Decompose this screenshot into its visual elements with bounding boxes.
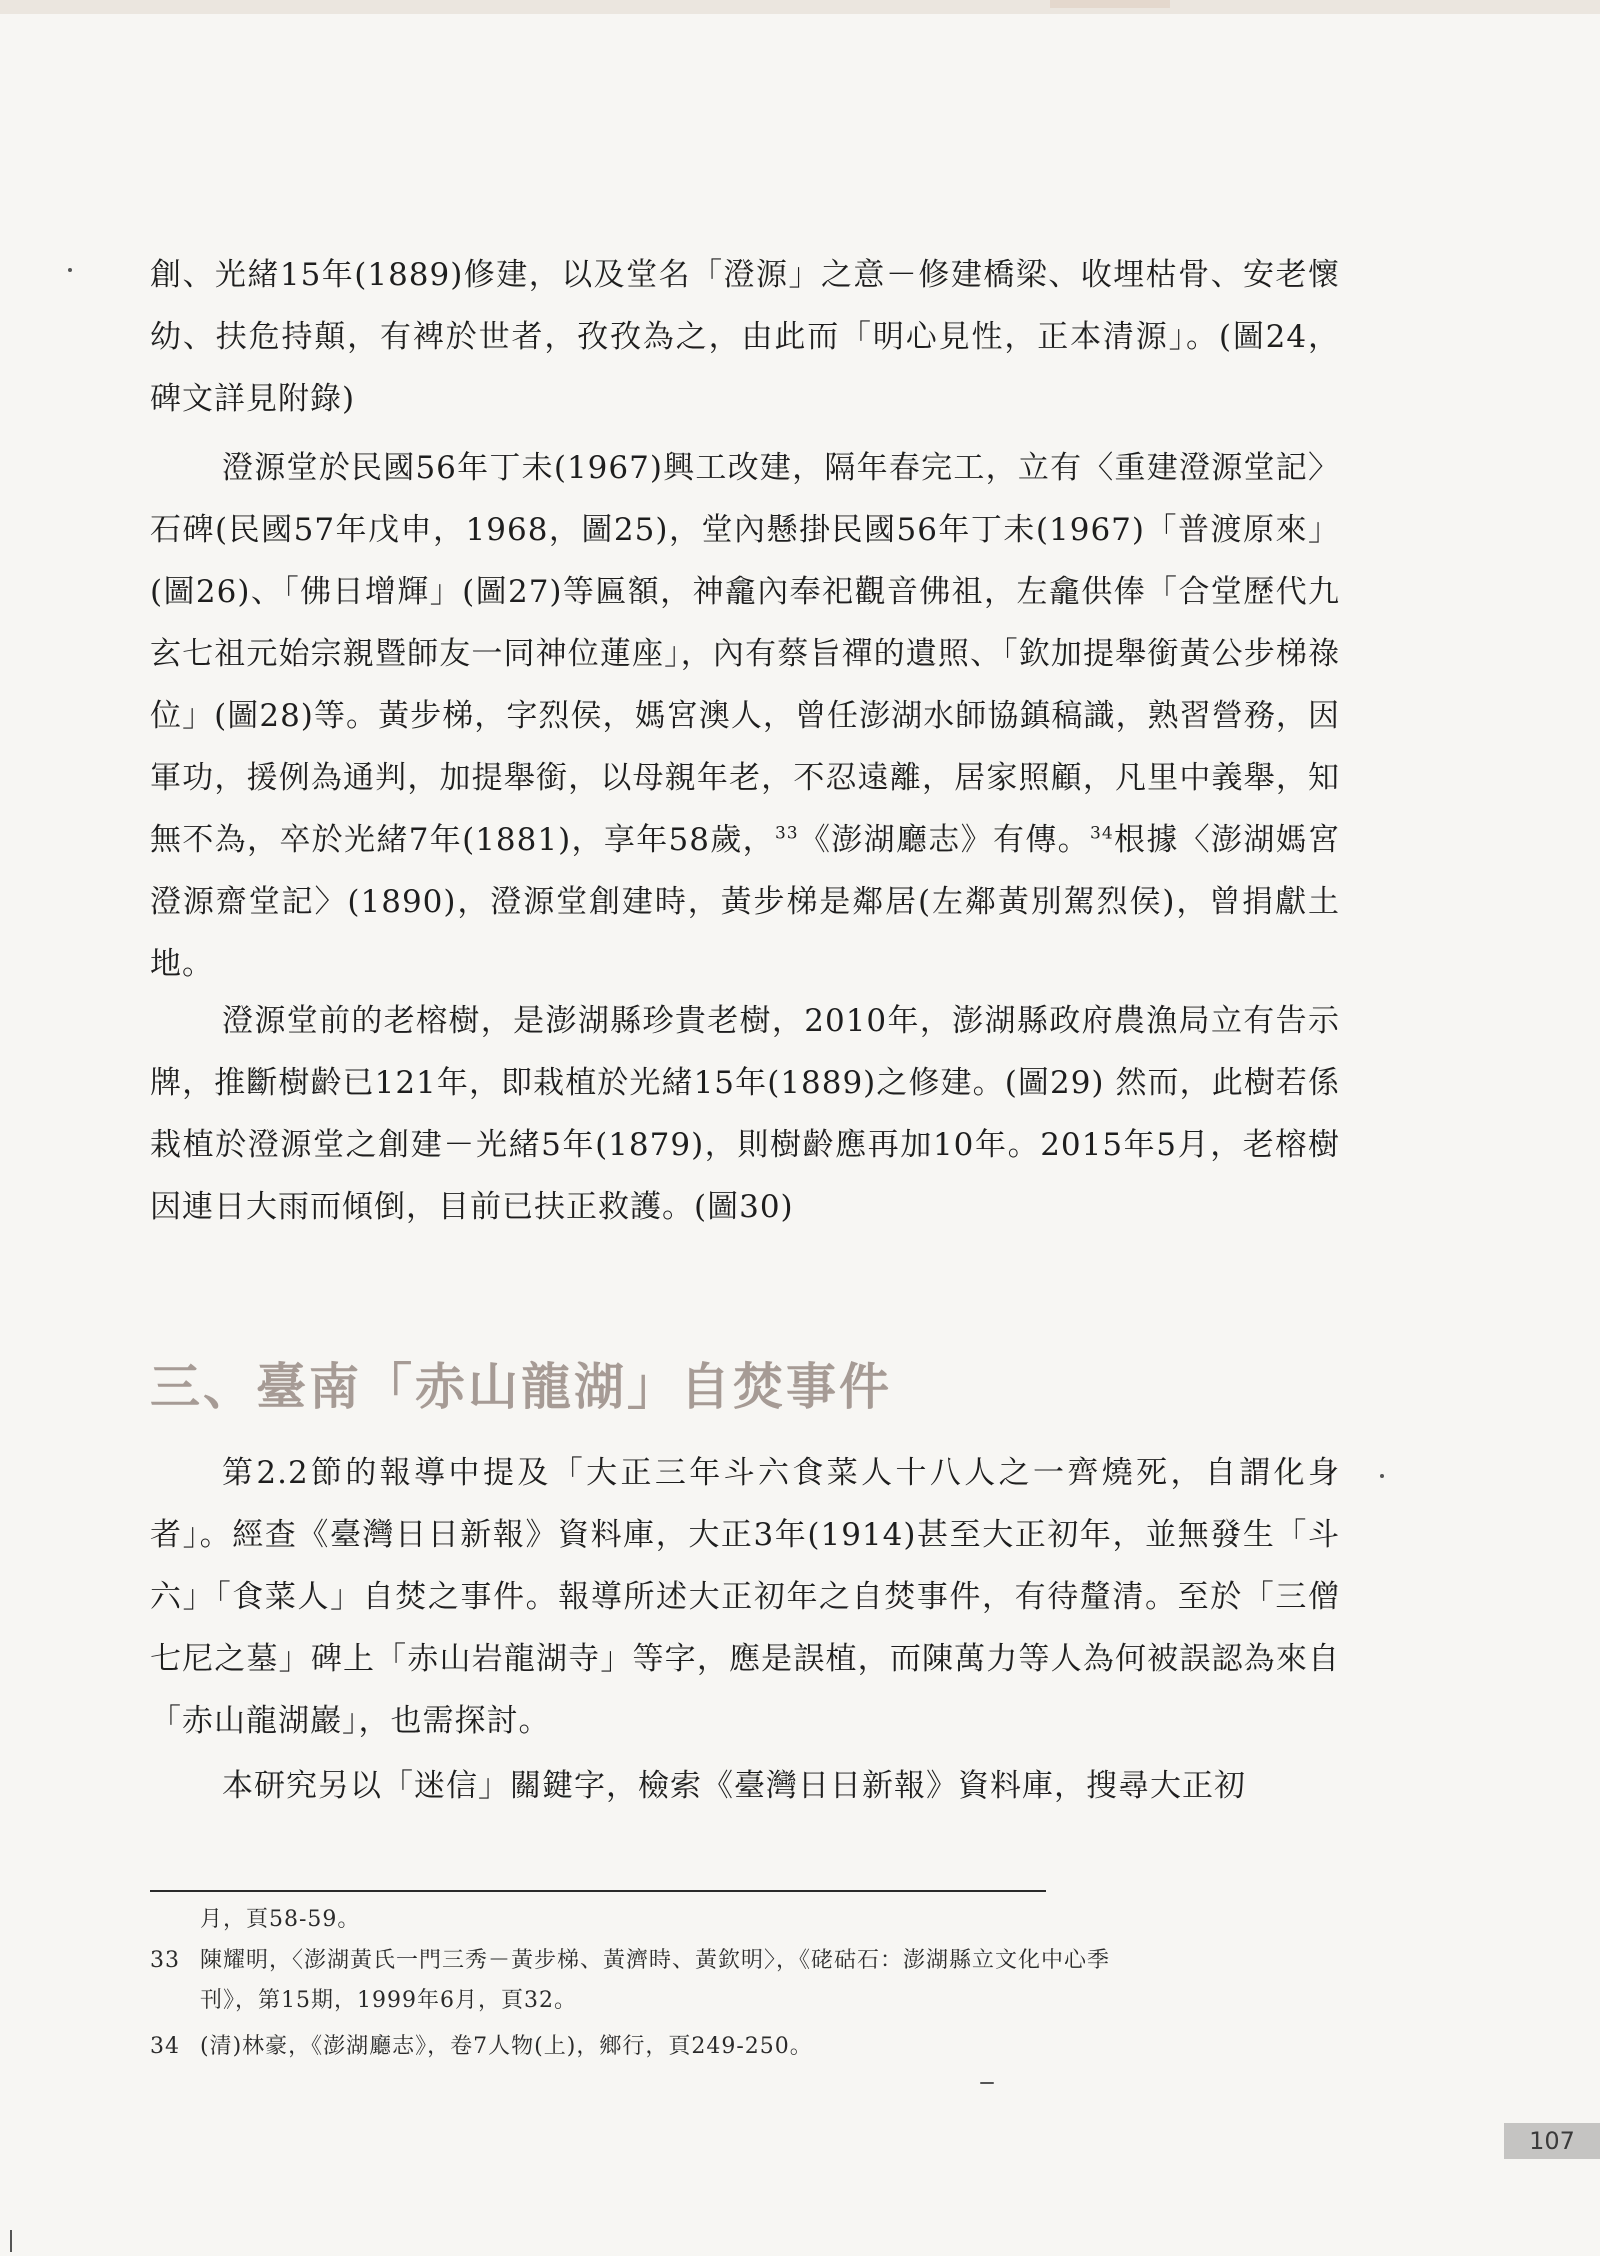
- scan-speck: [10, 2230, 12, 2252]
- paragraph-2-part-a: 澄源堂於民國56年丁未(1967)興工改建，隔年春完工，立有〈重建澄源堂記〉石碑(民國57年戊申，1968，圖25)，堂內懸掛民國56年丁未(1967)「普渡原來」(圖26)、「佛日增輝」(圖27)等匾額，神龕內奉祀觀音佛祖，左龕供俸「合堂歷代九玄七祖元始宗親暨師友一同神位蓮座」，內有蔡旨禪的遺照、「欽加提舉銜黃公步梯祿位」(圖28)等。黃步梯，字烈侯，媽宮澳人，曾任澎湖水師協鎮稿識，熟習營務，因軍功，援例為通判，加提舉銜，以母親年老，不忍遠離，居家照顧，凡里中義舉，知無不為，卒於光緒7年(1881)，享年58歲，: [150, 450, 1340, 858]
- footnote-ref-34[interactable]: 34: [1090, 823, 1114, 844]
- scan-speck: [1380, 1474, 1384, 1478]
- top-edge-strip: [0, 0, 1600, 14]
- paragraph-3: 澄源堂前的老榕樹，是澎湖縣珍貴老樹，2010年，澎湖縣政府農漁局立有告示牌，推斷樹齡已121年，即栽植於光緒15年(1889)之修建。(圖29) 然而，此樹若係栽植於澄源堂之創建－光緒5年(1879)，則樹齡應再加10年。2015年5月，老榕樹因連日大雨而傾倒，目前已扶正救護。(圖30): [150, 1003, 1340, 1225]
- footnote-34: [150, 2027, 1350, 2067]
- scan-speck: [980, 2082, 994, 2084]
- paragraph-5: 本研究另以「迷信」關鍵字，檢索《臺灣日日新報》資料庫，搜尋大正初: [222, 1768, 1246, 1804]
- footnote-33-line-1: 陳耀明，〈澎湖黃氏一門三秀－黃步梯、黃濟時、黃欽明〉，《硓𥑮石：澎湖縣立文化中心季: [200, 1948, 1111, 1973]
- page-number: 107: [1504, 2123, 1600, 2159]
- footnote-34-number: 34: [150, 2034, 180, 2059]
- footnote-33-number: 33: [150, 1948, 180, 1973]
- footnote-33-line-2: 刊》，第15期，1999年6月，頁32。: [200, 1988, 577, 2013]
- footnote-ref-33[interactable]: 33: [774, 823, 799, 844]
- paragraph-4: 第2.2節的報導中提及「大正三年斗六食菜人十八人之一齊燒死，自謂化身者」。經查《臺灣日日新報》資料庫，大正3年(1914)甚至大正初年，並無發生「斗六」「食菜人」自焚之事件。報導所述大正初年之自焚事件，有待釐清。至於「三僧七尼之墓」碑上「赤山岩龍湖寺」等字，應是誤植，而陳萬力等人為何被誤認為來自「赤山龍湖巖」，也需探討。: [150, 1455, 1340, 1739]
- paragraph-1: 創、光緒15年(1889)修建，以及堂名「澄源」之意－修建橋梁、收埋枯骨、安老懷幼、扶危持顛，有裨於世者，孜孜為之，由此而「明心見性，正本清源」。(圖24，碑文詳見附錄): [150, 257, 1340, 417]
- section-title: 三、臺南「赤山龍湖」自焚事件: [150, 1358, 892, 1416]
- paragraph-2-part-c: 根據〈澎湖媽宮澄源齋堂記〉(1890)，澄源堂創建時，黃步梯是鄰居(左鄰黃別駕烈侯)，曾捐獻土地。: [150, 822, 1341, 982]
- footnote-33: [150, 1941, 1350, 2021]
- paragraph-2-part-b: 《澎湖廳志》有傳。: [798, 822, 1090, 858]
- footnote-34-text: (清)林豪，《澎湖廳志》，卷7人物(上)，鄉行，頁249-250。: [200, 2034, 813, 2059]
- top-edge-mark: [1050, 0, 1170, 8]
- scan-speck: [68, 268, 72, 272]
- paragraph-2: [150, 437, 1340, 995]
- footnote-continuation: 月，頁58-59。: [200, 1907, 361, 1932]
- footnote-divider: [150, 1890, 1046, 1892]
